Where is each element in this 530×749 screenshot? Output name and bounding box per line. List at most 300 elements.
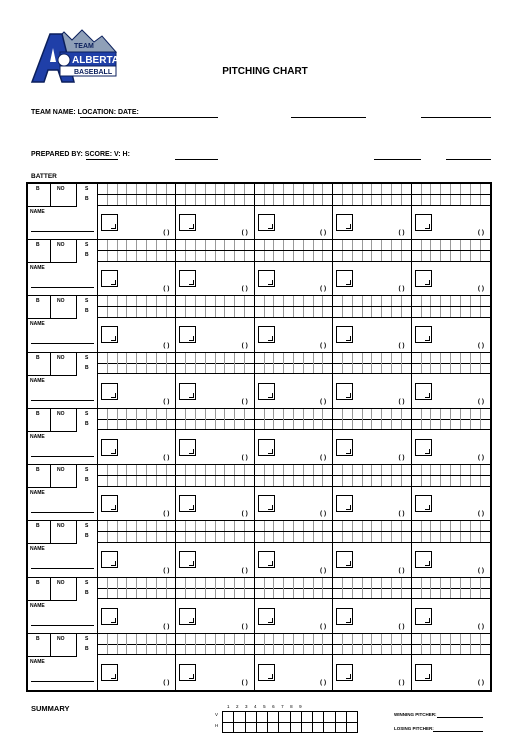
pitch-count-row[interactable] (333, 184, 410, 195)
prepared-by-line[interactable] (86, 159, 118, 160)
summary-label: SUMMARY (31, 704, 70, 713)
pitch-count-row[interactable] (176, 521, 253, 532)
inning-cell[interactable] (333, 409, 411, 464)
inning-cell[interactable] (412, 578, 490, 633)
inning-cell[interactable] (333, 634, 411, 690)
summary-inning-numbers (227, 704, 302, 709)
pitch-count-row[interactable] (98, 195, 175, 206)
summary-row-h: H (215, 723, 219, 728)
inning-paren: ( ) (241, 454, 248, 462)
batter-b2-label: B (85, 645, 89, 652)
diamond-box[interactable] (101, 439, 118, 456)
pitch-count-row[interactable] (333, 195, 410, 206)
pitch-count-row[interactable] (176, 409, 253, 420)
pitch-count-row[interactable] (176, 419, 253, 430)
inning-cell[interactable] (333, 353, 411, 408)
pitch-count-row[interactable] (98, 588, 175, 599)
batter-b-label: B (36, 579, 40, 586)
diamond-box[interactable] (179, 439, 196, 456)
pitch-count-row[interactable] (255, 532, 332, 543)
batter-name-line[interactable] (31, 456, 94, 457)
pitch-count-row[interactable] (333, 419, 410, 430)
pitch-count-row[interactable] (98, 296, 175, 307)
batter-name-line[interactable] (31, 681, 94, 682)
inning-cell[interactable] (333, 184, 411, 239)
batter-name-line[interactable] (31, 512, 94, 513)
losing-pitcher-line[interactable] (433, 731, 483, 732)
pitch-count-row[interactable] (98, 251, 175, 262)
inning-paren: ( ) (320, 341, 327, 349)
batter-info (28, 184, 98, 239)
inning-paren: ( ) (163, 285, 170, 293)
batter-name-label: NAME (30, 602, 45, 609)
pitch-count-row[interactable] (98, 644, 175, 655)
inning-paren: ( ) (241, 622, 248, 630)
batter-s-label: S (85, 579, 89, 586)
batter-no-label: NO (57, 410, 65, 417)
inning-cell[interactable] (412, 409, 490, 464)
pitch-count-row[interactable] (333, 465, 410, 476)
winning-pitcher-label: WINNING PITCHER: (394, 712, 437, 717)
inning-cell[interactable] (98, 465, 176, 520)
pitch-count-row[interactable] (255, 634, 332, 645)
batter-info (28, 296, 98, 351)
pitch-count-row[interactable] (98, 240, 175, 251)
batter-b2-label: B (85, 533, 89, 540)
pitch-count-row[interactable] (412, 195, 490, 206)
inning-paren: ( ) (241, 341, 248, 349)
pitch-count-row[interactable] (255, 476, 332, 487)
pitch-count-row[interactable] (98, 363, 175, 374)
inning-paren: ( ) (477, 397, 484, 405)
batter-info (28, 634, 98, 690)
batter-info (28, 521, 98, 576)
batter-row (28, 578, 490, 634)
inning-paren: ( ) (320, 285, 327, 293)
winning-pitcher-line[interactable] (437, 717, 483, 718)
diamond-box[interactable] (258, 608, 275, 625)
batter-row (28, 465, 490, 521)
pitch-count-row[interactable] (176, 195, 253, 206)
inning-cell[interactable] (412, 465, 490, 520)
diamond-box[interactable] (415, 608, 432, 625)
inning-paren: ( ) (241, 229, 248, 237)
diamond-box[interactable] (258, 270, 275, 287)
batter-name-label: NAME (30, 658, 45, 665)
pitch-count-row[interactable] (333, 634, 410, 645)
logo-baseball-text: BASEBALL (74, 69, 113, 76)
pitch-count-row[interactable] (333, 363, 410, 374)
diamond-box[interactable] (101, 551, 118, 568)
inning-paren: ( ) (477, 229, 484, 237)
pitch-count-row[interactable] (412, 184, 490, 195)
inning-paren: ( ) (320, 397, 327, 405)
inning-paren: ( ) (477, 510, 484, 518)
pitch-count-row[interactable] (98, 578, 175, 589)
diamond-box[interactable] (179, 214, 196, 231)
inning-paren: ( ) (163, 229, 170, 237)
pitch-count-row[interactable] (176, 588, 253, 599)
batter-name-line[interactable] (31, 625, 94, 626)
pitch-count-row[interactable] (412, 644, 490, 655)
inning-cell[interactable] (255, 465, 333, 520)
diamond-box[interactable] (258, 326, 275, 343)
pitch-count-row[interactable] (98, 184, 175, 195)
summary-inning-number: 7 (281, 704, 284, 709)
inning-paren: ( ) (320, 229, 327, 237)
pitch-count-row[interactable] (255, 419, 332, 430)
inning-paren: ( ) (398, 454, 405, 462)
diamond-box[interactable] (179, 270, 196, 287)
pitch-count-row[interactable] (412, 353, 490, 364)
summary-inning-number: 4 (254, 704, 257, 709)
pitch-count-row[interactable] (176, 578, 253, 589)
batter-s-label: S (85, 242, 89, 249)
diamond-box[interactable] (258, 214, 275, 231)
batter-info (28, 409, 98, 464)
inning-cell[interactable] (255, 184, 333, 239)
inning-paren: ( ) (163, 566, 170, 574)
diamond-box[interactable] (179, 383, 196, 400)
batter-name-label: NAME (30, 433, 45, 440)
batter-b-label: B (36, 298, 40, 305)
pitch-count-row[interactable] (333, 532, 410, 543)
summary-inning-number: 2 (236, 704, 239, 709)
pitch-count-row[interactable] (176, 240, 253, 251)
score-line[interactable] (175, 159, 218, 160)
inning-paren: ( ) (241, 678, 248, 686)
batter-name-label: NAME (30, 490, 45, 497)
pitch-count-row[interactable] (255, 307, 332, 318)
pitch-count-row[interactable] (255, 521, 332, 532)
pitch-count-row[interactable] (333, 588, 410, 599)
inning-cell[interactable] (176, 634, 254, 690)
diamond-box[interactable] (415, 495, 432, 512)
inning-cell[interactable] (98, 184, 176, 239)
inning-cell[interactable] (412, 353, 490, 408)
pitch-count-row[interactable] (98, 465, 175, 476)
pitch-count-row[interactable] (176, 251, 253, 262)
inning-cell[interactable] (176, 353, 254, 408)
inning-cell[interactable] (333, 521, 411, 576)
pitch-count-row[interactable] (98, 532, 175, 543)
inning-paren: ( ) (320, 454, 327, 462)
inning-cell[interactable] (255, 296, 333, 351)
location-line[interactable] (291, 117, 366, 118)
inning-paren: ( ) (398, 397, 405, 405)
batter-name-label: NAME (30, 209, 45, 215)
inning-paren: ( ) (241, 510, 248, 518)
pitch-count-row[interactable] (255, 644, 332, 655)
inning-paren: ( ) (163, 397, 170, 405)
pitch-count-row[interactable] (412, 465, 490, 476)
pitch-count-row[interactable] (412, 578, 490, 589)
batter-s-label: S (85, 410, 89, 417)
diamond-box[interactable] (101, 664, 118, 681)
pitch-count-row[interactable] (255, 588, 332, 599)
inning-cell[interactable] (412, 521, 490, 576)
batter-row (28, 634, 490, 690)
diamond-box[interactable] (101, 608, 118, 625)
team-name-line[interactable] (80, 117, 218, 118)
batter-no-label: NO (57, 186, 65, 192)
inning-paren: ( ) (241, 397, 248, 405)
batter-s-label: S (85, 635, 89, 642)
pitch-count-row[interactable] (176, 644, 253, 655)
header-prepared-score: PREPARED BY: SCORE: V: H: (31, 151, 130, 158)
pitching-grid (26, 182, 492, 692)
diamond-box[interactable] (336, 439, 353, 456)
diamond-box[interactable] (101, 270, 118, 287)
inning-cell[interactable] (98, 240, 176, 295)
inning-cell[interactable] (255, 240, 333, 295)
batter-row (28, 240, 490, 296)
pitch-count-row[interactable] (333, 307, 410, 318)
pitch-count-row[interactable] (98, 307, 175, 318)
batter-row (28, 353, 490, 409)
diamond-box[interactable] (336, 608, 353, 625)
diamond-box[interactable] (415, 383, 432, 400)
batter-s-label: S (85, 298, 89, 305)
summary-score-row[interactable] (223, 723, 357, 733)
pitch-count-row[interactable] (412, 521, 490, 532)
pitch-count-row[interactable] (333, 353, 410, 364)
diamond-box[interactable] (101, 495, 118, 512)
diamond-box[interactable] (336, 326, 353, 343)
inning-cell[interactable] (98, 634, 176, 690)
batter-b-label: B (36, 410, 40, 417)
pitch-count-row[interactable] (255, 251, 332, 262)
home-score-line[interactable] (446, 159, 491, 160)
pitch-count-row[interactable] (333, 240, 410, 251)
pitch-count-row[interactable] (412, 419, 490, 430)
pitch-count-row[interactable] (176, 307, 253, 318)
pitch-count-row[interactable] (176, 184, 253, 195)
batter-s-label: S (85, 354, 89, 361)
batter-s-label: S (85, 186, 89, 192)
inning-paren: ( ) (320, 622, 327, 630)
pitch-count-row[interactable] (255, 240, 332, 251)
pitch-count-row[interactable] (255, 184, 332, 195)
inning-cell[interactable] (176, 184, 254, 239)
summary-score-row[interactable] (223, 712, 357, 723)
summary-inning-number: 3 (245, 704, 248, 709)
inning-cell[interactable] (98, 409, 176, 464)
inning-paren: ( ) (398, 510, 405, 518)
pitch-count-row[interactable] (98, 353, 175, 364)
inning-paren: ( ) (398, 229, 405, 237)
inning-cell[interactable] (98, 521, 176, 576)
summary-inning-number: 8 (290, 704, 293, 709)
pitch-count-row[interactable] (176, 363, 253, 374)
pitch-count-row[interactable] (412, 307, 490, 318)
inning-cell[interactable] (412, 296, 490, 351)
pitch-count-row[interactable] (412, 363, 490, 374)
pitch-count-row[interactable] (255, 465, 332, 476)
diamond-box[interactable] (336, 214, 353, 231)
batter-name-line[interactable] (31, 231, 94, 232)
inning-cell[interactable] (255, 521, 333, 576)
pitch-count-row[interactable] (333, 578, 410, 589)
batter-b-label: B (36, 186, 40, 192)
inning-cell[interactable] (412, 240, 490, 295)
pitch-count-row[interactable] (176, 476, 253, 487)
diamond-box[interactable] (336, 664, 353, 681)
pitch-count-row[interactable] (255, 353, 332, 364)
inning-paren: ( ) (398, 341, 405, 349)
pitch-count-row[interactable] (412, 588, 490, 599)
logo-baseball (58, 54, 70, 66)
inning-cell[interactable] (412, 634, 490, 690)
pitch-count-row[interactable] (412, 251, 490, 262)
diamond-box[interactable] (258, 383, 275, 400)
inning-cell[interactable] (176, 521, 254, 576)
inning-cell[interactable] (176, 465, 254, 520)
diamond-box[interactable] (258, 439, 275, 456)
diamond-box[interactable] (258, 551, 275, 568)
pitch-count-row[interactable] (412, 296, 490, 307)
diamond-box[interactable] (179, 495, 196, 512)
inning-paren: ( ) (398, 566, 405, 574)
diamond-box[interactable] (415, 214, 432, 231)
batter-b2-label: B (85, 420, 89, 427)
diamond-box[interactable] (415, 664, 432, 681)
diamond-box[interactable] (258, 495, 275, 512)
diamond-box[interactable] (336, 551, 353, 568)
pitch-count-row[interactable] (176, 634, 253, 645)
batter-name-line[interactable] (31, 568, 94, 569)
pitch-count-row[interactable] (333, 409, 410, 420)
pitch-count-row[interactable] (333, 644, 410, 655)
batter-name-label: NAME (30, 377, 45, 384)
batter-info (28, 465, 98, 520)
inning-cell[interactable] (255, 353, 333, 408)
inning-cell[interactable] (98, 296, 176, 351)
inning-paren: ( ) (163, 622, 170, 630)
batter-label: BATTER (31, 173, 57, 180)
logo-alberta-text: ALBERTA (72, 55, 120, 66)
pitch-count-row[interactable] (255, 578, 332, 589)
diamond-box[interactable] (336, 270, 353, 287)
pitch-count-row[interactable] (412, 476, 490, 487)
diamond-box[interactable] (179, 664, 196, 681)
diamond-box[interactable] (101, 326, 118, 343)
inning-cell[interactable] (176, 409, 254, 464)
diamond-box[interactable] (415, 270, 432, 287)
diamond-box[interactable] (415, 439, 432, 456)
batter-no-label: NO (57, 523, 65, 530)
batter-s-label: S (85, 523, 89, 530)
batter-b2-label: B (85, 196, 89, 202)
batter-b-label: B (36, 242, 40, 249)
batter-b2-label: B (85, 477, 89, 484)
pitch-count-row[interactable] (333, 251, 410, 262)
diamond-box[interactable] (101, 214, 118, 231)
diamond-box[interactable] (258, 664, 275, 681)
batter-no-label: NO (57, 298, 65, 305)
inning-paren: ( ) (163, 678, 170, 686)
inning-paren: ( ) (163, 510, 170, 518)
team-alberta-logo (28, 26, 120, 86)
pitch-count-row[interactable] (255, 363, 332, 374)
diamond-box[interactable] (336, 383, 353, 400)
inning-cell[interactable] (98, 578, 176, 633)
pitch-count-row[interactable] (176, 465, 253, 476)
diamond-box[interactable] (336, 495, 353, 512)
batter-b-label: B (36, 467, 40, 474)
batter-row (28, 521, 490, 577)
inning-paren: ( ) (398, 285, 405, 293)
inning-cell[interactable] (333, 240, 411, 295)
inning-paren: ( ) (320, 566, 327, 574)
inning-cell[interactable] (333, 465, 411, 520)
diamond-box[interactable] (415, 551, 432, 568)
losing-pitcher-label: LOSING PITCHER: (394, 726, 434, 731)
diamond-box[interactable] (179, 608, 196, 625)
diamond-box[interactable] (179, 551, 196, 568)
pitch-count-row[interactable] (98, 476, 175, 487)
inning-cell[interactable] (333, 296, 411, 351)
inning-cell[interactable] (176, 296, 254, 351)
inning-cell[interactable] (176, 240, 254, 295)
pitch-count-row[interactable] (412, 634, 490, 645)
batter-no-label: NO (57, 635, 65, 642)
inning-cell[interactable] (255, 634, 333, 690)
inning-paren: ( ) (320, 510, 327, 518)
inning-cell[interactable] (255, 409, 333, 464)
batter-b-label: B (36, 523, 40, 530)
batter-name-line[interactable] (31, 400, 94, 401)
summary-inning-number: 9 (299, 704, 302, 709)
visitor-score-line[interactable] (374, 159, 421, 160)
inning-cell[interactable] (176, 578, 254, 633)
batter-info (28, 353, 98, 408)
pitch-count-row[interactable] (255, 296, 332, 307)
pitch-count-row[interactable] (176, 296, 253, 307)
pitch-count-row[interactable] (255, 195, 332, 206)
inning-cell[interactable] (255, 578, 333, 633)
inning-paren: ( ) (477, 678, 484, 686)
pitch-count-row[interactable] (333, 521, 410, 532)
pitch-count-row[interactable] (176, 353, 253, 364)
diamond-box[interactable] (415, 326, 432, 343)
pitch-count-row[interactable] (176, 532, 253, 543)
pitch-count-row[interactable] (333, 296, 410, 307)
batter-name-line[interactable] (31, 343, 94, 344)
pitch-count-row[interactable] (412, 532, 490, 543)
diamond-box[interactable] (101, 383, 118, 400)
pitch-count-row[interactable] (98, 419, 175, 430)
pitch-count-row[interactable] (255, 409, 332, 420)
pitch-count-row[interactable] (98, 409, 175, 420)
inning-cell[interactable] (333, 578, 411, 633)
diamond-box[interactable] (179, 326, 196, 343)
pitch-count-row[interactable] (333, 476, 410, 487)
pitch-count-row[interactable] (412, 240, 490, 251)
batter-row (28, 296, 490, 352)
summary-inning-number: 5 (263, 704, 266, 709)
pitch-count-row[interactable] (412, 409, 490, 420)
inning-cell[interactable] (412, 184, 490, 239)
batter-name-line[interactable] (31, 287, 94, 288)
pitch-count-row[interactable] (98, 634, 175, 645)
pitch-count-row[interactable] (98, 521, 175, 532)
date-line[interactable] (421, 117, 491, 118)
inning-paren: ( ) (241, 566, 248, 574)
inning-paren: ( ) (320, 678, 327, 686)
batter-b2-label: B (85, 252, 89, 259)
inning-cell[interactable] (98, 353, 176, 408)
